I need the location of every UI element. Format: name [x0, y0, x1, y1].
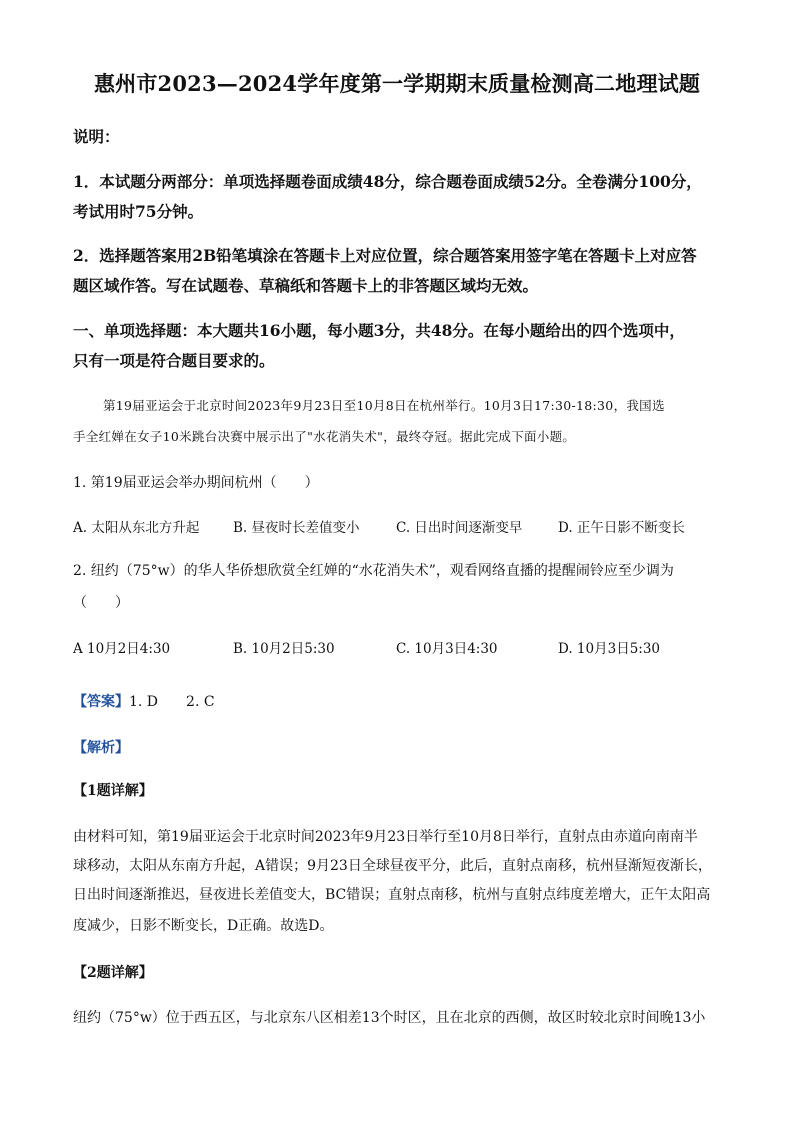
analysis-label: 【解析】 — [73, 740, 129, 756]
detail-1-line-3: 日出时间逐渐推迟，昼夜进长差值变大，BC错误；直射点南移，杭州与直射点纬度差增大，正午太阳高 — [73, 887, 711, 903]
question-2-option-b: B. 10月2日5:30 — [233, 641, 335, 657]
question-1-option-c: C. 日出时间逐渐变早 — [396, 520, 523, 536]
question-2-option-c: C. 10月3日4:30 — [396, 641, 498, 657]
page-title: 惠州市2023—2024学年度第一学期期末质量检测高二地理试题 — [93, 71, 701, 96]
question-2-stem-line-2: （ ） — [73, 595, 129, 611]
material-line-1: 第19届亚运会于北京时间2023年9月23日至10月8日在杭州举行。10月3日17:30-18:30，我国选 — [103, 398, 665, 413]
question-2-option-d: D. 10月3日5:30 — [558, 641, 661, 657]
question-1-option-a: A. 太阳从东北方升起 — [73, 520, 200, 536]
detail-1-line-4: 度减少，日影不断变长，D正确。故选D。 — [73, 918, 334, 934]
detail-2-line-1: 纽约（75°w）位于西五区，与北京东八区相差13个时区，且在北京的西侧，故区时较北京时间晚13小 — [73, 1010, 706, 1026]
instructions-heading: 说明： — [73, 127, 120, 146]
answer-row — [73, 691, 733, 711]
question-1-option-d: D. 正午日影不断变长 — [558, 520, 685, 536]
section-heading-line-2: 只有一项是符合题目要求的。 — [73, 351, 275, 370]
question-1-option-b: B. 昼夜时长差值变小 — [233, 520, 360, 536]
instruction-1-line-1: 1．本试题分两部分：单项选择题卷面成绩48分，综合题卷面成绩52分。全卷满分100分， — [73, 172, 702, 191]
detail-2-label: 【2题详解】 — [73, 965, 153, 981]
material-line-2: 手全红婵在女子10米跳台决赛中展示出了"水花消失术"，最终夺冠。据此完成下面小题。 — [73, 429, 576, 444]
question-2-stem-line-1: 2. 纽约（75°w）的华人华侨想欣赏全红婵的“水花消失术”，观看网络直播的提醒闹铃应至少调为 — [73, 563, 674, 579]
instruction-2-line-1: 2．选择题答案用2B铅笔填涂在答题卡上对应位置，综合题答案用签字笔在答题卡上对应答 — [73, 246, 697, 265]
question-2-option-a: A 10月2日4:30 — [73, 641, 171, 657]
answer-text: 1. D 2. C — [129, 694, 215, 710]
answer-label: 【答案】 — [73, 694, 129, 710]
detail-1-label: 【1题详解】 — [73, 783, 153, 799]
detail-1-line-2: 球移动，太阳从东南方升起，A错误；9月23日全球昼夜平分，此后，直射点南移，杭州昼渐短夜渐长， — [73, 858, 712, 874]
instruction-2-line-2: 题区域作答。写在试题卷、草稿纸和答题卡上的非答题区域均无效。 — [73, 276, 539, 295]
section-heading-line-1: 一、单项选择题：本大题共16小题，每小题3分，共48分。在每小题给出的四个选项中， — [73, 321, 685, 340]
detail-1-line-1: 由材料可知，第19届亚运会于北京时间2023年9月23日举行至10月8日举行，直射点由赤道向南南半 — [73, 829, 698, 845]
question-1-stem: 1. 第19届亚运会举办期间杭州（ ） — [73, 475, 319, 491]
instruction-1-line-2: 考试用时75分钟。 — [73, 202, 204, 221]
